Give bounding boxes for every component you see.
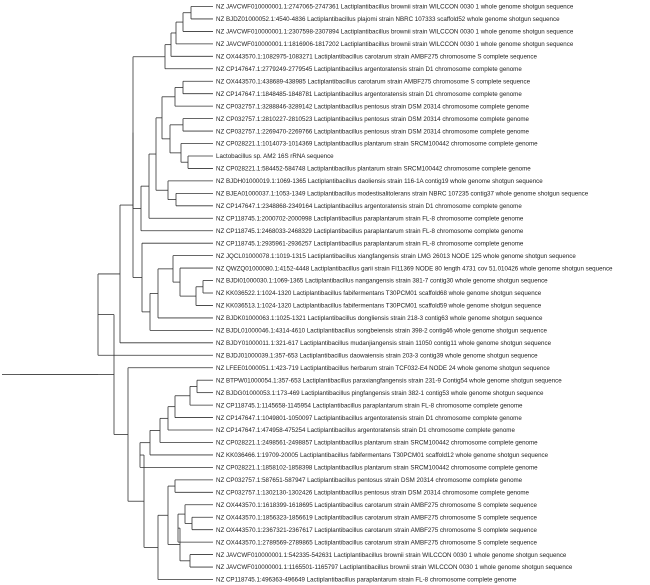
- leaf-label: NZ CP147647.1:1848485-1848781 Lactiplantibacillus argentoratensis strain D1 chromosome complete genome: [216, 90, 522, 98]
- leaf-label: Lactobacillus sp. AM2 16S rRNA sequence: [216, 153, 334, 161]
- leaf-label: NZ OX443570.1:1082975-1083271 Lactiplantibacillus carotarum strain AMBF275 chromosome S complete sequence: [216, 53, 537, 61]
- leaf-label: NZ CP118745.1:2000702-2000998 Lactiplantibacillus paraplantarum strain FL-8 chromosome complete genome: [216, 215, 524, 223]
- leaf-label: NZ BJDJ01000039.1:357-653 Lactiplantibacillus daowaiensis strain 203-3 contig39 whole genome shotgun sequence: [216, 352, 538, 360]
- leaf-label: NZ BJDZ01000052.1:4540-4836 Lactiplantibacillus plajomi strain NBRC 107333 scaffold52 whole genome shotgun sequence: [216, 16, 560, 24]
- leaf-label: NZ BJDH01000019.1:1069-1365 Lactiplantibacillus daoliensis strain 116-1A contig19 whole genome shotgun sequence: [216, 178, 543, 186]
- leaf-label: NZ OX443570.1:1856323-1856619 Lactiplantibacillus carotarum strain AMBF275 chromosome S complete sequence: [216, 514, 537, 522]
- leaf-label: NZ CP032757.1:587651-587947 Lactiplantibacillus pentosus strain DSM 20314 chromosome complete genome: [216, 477, 523, 485]
- leaf-label: NZ BTPW01000054.1:357-653 Lactiplantibacillus paraxiangfangensis strain 231-9 Contig54 whole genome shotgun sequence: [216, 377, 562, 385]
- leaf-label: NZ OX443570.1:438689-438985 Lactiplantibacillus carotarum strain AMBF275 chromosome S complete sequence: [216, 78, 531, 86]
- leaf-label: NZ CP032757.1:3288846-3289142 Lactiplantibacillus pentosus strain DSM 20314 chromosome complete genome: [216, 103, 530, 111]
- leaf-label: NZ JAVCWF010000001.1:2747065-2747361 Lactiplantibacillus brownii strain WILCCON 0030 1 whole genome shotgun sequence: [216, 3, 574, 11]
- leaf-label: NZ CP147647.1:2779249-2779545 Lactiplantibacillus argentoratensis strain D1 chromosome complete genome: [216, 65, 522, 73]
- leaf-label: NZ CP028221.1:2498561-2498857 Lactiplantibacillus plantarum strain SRCM100442 chromosome complete genome: [216, 439, 538, 447]
- tree-branches: [2, 7, 213, 580]
- leaf-label: NZ CP118745.1:1145658-1145954 Lactiplantibacillus paraplantarum strain FL-8 chromosome complete genome: [216, 402, 523, 410]
- leaf-label: NZ CP028221.1:1014073-1014369 Lactiplantibacillus plantarum strain SRCM100442 chromosome complete genome: [216, 140, 538, 148]
- leaf-label: NZ CP032757.1:2269470-2269766 Lactiplantibacillus pentosus strain DSM 20314 chromosome complete genome: [216, 128, 530, 136]
- leaf-label: NZ CP118745.1:496363-496649 Lactiplantibacillus paraplantarum strain FL-8 chromosome complete genome: [216, 576, 517, 584]
- leaf-label: NZ JAVCWF010000001.1:1165501-1165797 Lactiplantibacillus brownii strain WILCCON 0030 1 whole genome shotgun sequence: [216, 564, 573, 572]
- leaf-label: NZ CP147647.1:1049801-1050097 Lactiplantibacillus argentoratensis strain D1 chromosome complete genome: [216, 414, 522, 422]
- leaf-label: NZ CP032757.1:2810227-2810523 Lactiplantibacillus pentosus strain DSM 20314 chromosome complete genome: [216, 115, 530, 123]
- leaf-label: NZ KK036522.1:1024-1320 Lactiplantibacillus fabifermentans T30PCM01 scaffold68 whole genome shotgun sequence: [216, 290, 542, 298]
- leaf-label: NZ CP028221.1:1858102-1858398 Lactiplantibacillus plantarum strain SRCM100442 chromosome complete genome: [216, 464, 538, 472]
- leaf-label: NZ JAVCWF010000001.1:1816906-1817202 Lactiplantibacillus brownii strain WILCCON 0030 1 whole genome shotgun sequence: [216, 41, 574, 49]
- leaf-label: NZ CP118745.1:2935961-2936257 Lactiplantibacillus paraplantarum strain FL-8 chromosome complete genome: [216, 240, 524, 248]
- leaf-label: NZ BJDG01000053.1:173-469 Lactiplantibacillus pingfangensis strain 382-1 contig53 whole genome shotgun sequence: [216, 389, 544, 397]
- leaf-label: NZ QWZQ01000080.1:4152-4448 Lactiplantibacillus garii strain FI11369 NODE 80 length 4731 cov 51.010426 whole genome shotgun sequence: [216, 265, 613, 273]
- leaf-label: NZ BJDY01000011.1:321-617 Lactiplantibacillus mudanjiangensis strain 11050 contig11 whole genome shotgun sequence: [216, 340, 552, 348]
- leaf-label: NZ KK036466.1:19709-20005 Lactiplantibacillus fabifermentans T30PCM01 scaffold12 whole genome shotgun sequence: [216, 452, 549, 460]
- leaf-label: NZ KK036513.1:1024-1320 Lactiplantibacillus fabifermentans T30PCM01 scaffold59 whole genome shotgun sequence: [216, 302, 542, 310]
- leaf-label: NZ OX443570.1:1618399-1618695 Lactiplantibacillus carotarum strain AMBF275 chromosome S complete sequence: [216, 501, 537, 509]
- leaf-label: NZ BJEA01000037.1:1053-1349 Lactiplantibacillus modestisalitolerans strain NBRC 107235 contig37 whole genome shotgun sequence: [216, 190, 589, 198]
- leaf-label: NZ CP032757.1:1302130-1302426 Lactiplantibacillus pentosus strain DSM 20314 chromosome complete genome: [216, 489, 530, 497]
- leaf-label: NZ BJDI01000030.1:1069-1365 Lactiplantibacillus nangangensis strain 381-7 contig30 whole genome shotgun sequence: [216, 277, 548, 285]
- leaf-label: NZ BJDK01000063.1:1025-1321 Lactiplantibacillus dongliensis strain 218-3 contig63 whole genome shotgun sequence: [216, 315, 543, 323]
- leaf-label: NZ JAVCWF010000001.1:2307598-2307894 Lactiplantibacillus brownii strain WILCCON 0030 1 whole genome shotgun sequence: [216, 28, 574, 36]
- leaf-label: NZ CP028221.1:584452-584748 Lactiplantibacillus plantarum strain SRCM100442 chromosome complete genome: [216, 165, 531, 173]
- leaf-labels: [216, 4, 613, 584]
- leaf-label: NZ CP147647.1:2348868-2349164 Lactiplantibacillus argentoratensis strain D1 chromosome complete genome: [216, 203, 522, 211]
- leaf-label: NZ LFEE01000051.1:423-719 Lactiplantibacillus herbarum strain TCF032-E4 NODE 24 whole genome shotgun sequence: [216, 364, 550, 372]
- leaf-label: NZ BJDL01000046.1:4314-4610 Lactiplantibacillus songbeiensis strain 398-2 contig46 whole genome shotgun sequence: [216, 327, 547, 335]
- leaf-label: NZ OX443570.1:2789569-2789865 Lactiplantibacillus carotarum strain AMBF275 chromosome S complete sequence: [216, 539, 537, 547]
- leaf-label: NZ CP118745.1:2468033-2468329 Lactiplantibacillus paraplantarum strain FL-8 chromosome complete genome: [216, 227, 524, 235]
- leaf-label: NZ CP147647.1:474958-475254 Lactiplantibacillus argentoratensis strain D1 chromosome complete genome: [216, 427, 515, 435]
- leaf-label: NZ JAVCWF010000001.1:542335-542631 Lactiplantibacillus brownii strain WILCCON 0030 1 whole genome shotgun sequence: [216, 551, 567, 559]
- leaf-label: NZ OX443570.1:2367321-2367617 Lactiplantibacillus carotarum strain AMBF275 chromosome S complete sequence: [216, 526, 537, 534]
- leaf-label: NZ JQCL01000078.1:1019-1315 Lactiplantibacillus xiangfangensis strain LMG 26013 NODE 125 whole genome shotgun sequence: [216, 252, 576, 260]
